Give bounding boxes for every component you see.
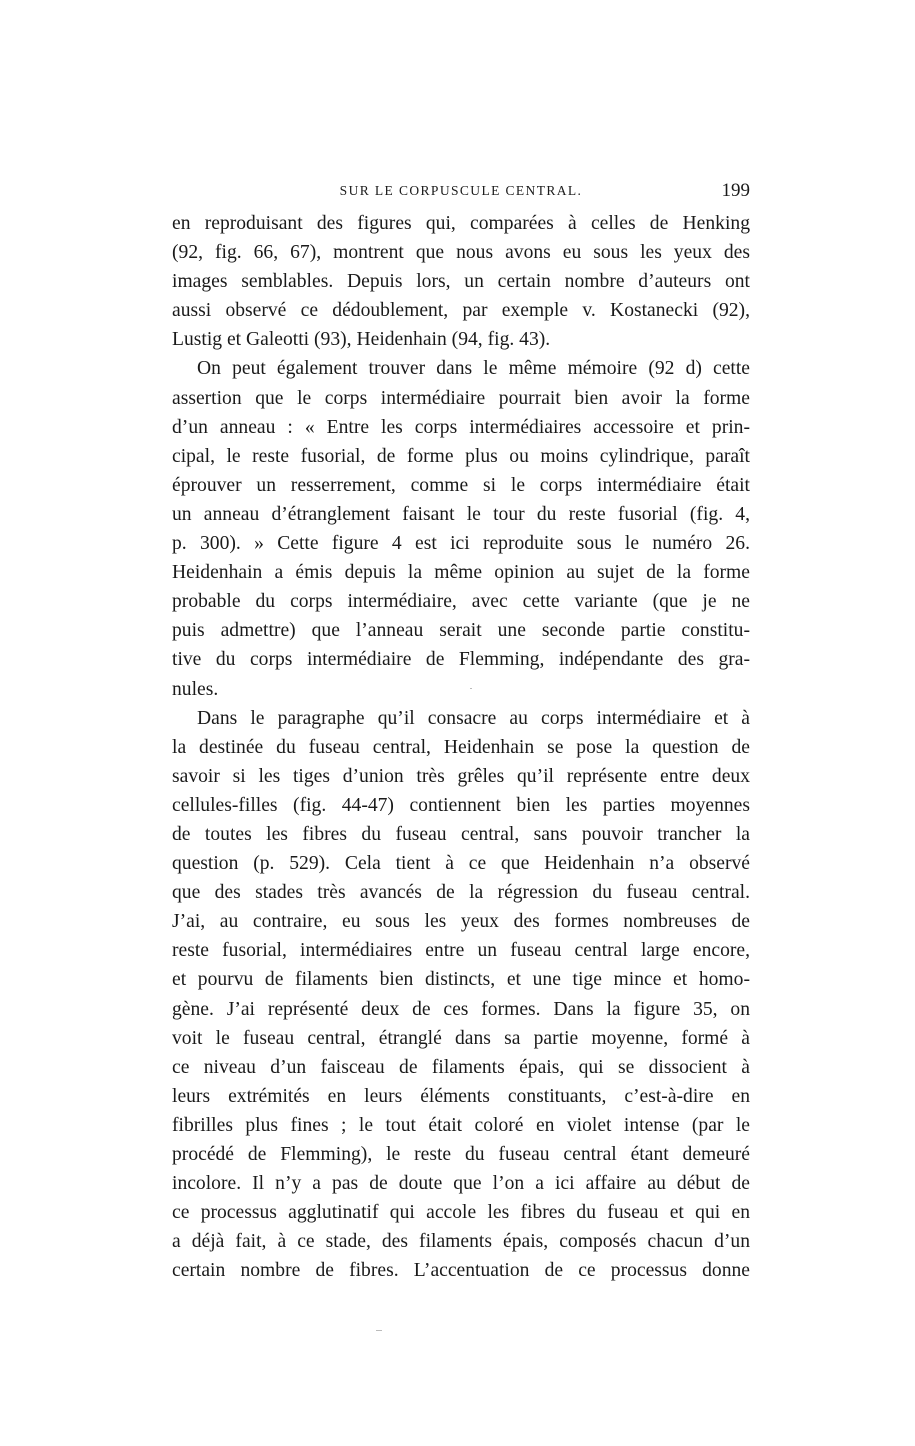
text-line: d’un anneau : « Entre les corps intermédiaires accessoire et prin- (172, 416, 750, 438)
page-number: 199 (721, 180, 750, 201)
text-line: un anneau d’étranglement faisant le tour du reste fusorial (fig. 4, (172, 503, 750, 525)
paper-speck (376, 1330, 382, 1331)
text-line: la destinée du fuseau central, Heidenhain se pose la question de (172, 736, 750, 758)
text-line: p. 300). » Cette figure 4 est ici reproduite sous le numéro 26. (172, 533, 750, 555)
text-line: puis admettre) que l’anneau serait une seconde partie constitu- (172, 620, 750, 642)
text-line: leurs extrémités en leurs éléments constituants, c’est-à-dire en (172, 1085, 750, 1107)
text-line: ce niveau d’un faisceau de filaments épais, qui se dissocient à (172, 1056, 750, 1078)
text-line: assertion que le corps intermédiaire pourrait bien avoir la forme (172, 387, 750, 409)
text-line: savoir si les tiges d’union très grêles qu’il représente entre deux (172, 765, 750, 787)
text-line: certain nombre de fibres. L’accentuation de ce processus donne (172, 1260, 750, 1282)
paragraph-3 (172, 704, 750, 1286)
text-line: (92, fig. 66, 67), montrent que nous avons eu sous les yeux des (172, 242, 750, 264)
text-line: cipal, le reste fusorial, de forme plus ou moins cylindrique, paraît (172, 445, 750, 467)
text-line: éprouver un resserrement, comme si le corps intermédiaire était (172, 474, 750, 496)
text-line: On peut également trouver dans le même mémoire (92 d) cette (197, 358, 750, 380)
paragraph-1 (172, 209, 750, 354)
text-line: nules. (172, 678, 219, 700)
text-line: a déjà fait, à ce stade, des filaments épais, composés chacun d’un (172, 1231, 750, 1253)
text-line: tive du corps intermédiaire de Flemming, indépendante des gra- (172, 649, 750, 671)
running-title: SUR LE CORPUSCULE CENTRAL. (339, 183, 583, 198)
text-line: Lustig et Galeotti (93), Heidenhain (94, fig. 43). (172, 329, 551, 351)
paragraph-2 (172, 354, 750, 703)
text-line: reste fusorial, intermédiaires entre un fuseau central large encore, (172, 940, 750, 962)
text-line: que des stades très avancés de la régression du fuseau central. (172, 882, 750, 904)
text-line: aussi observé ce dédoublement, par exemple v. Kostanecki (92), (172, 300, 750, 322)
body-text (172, 209, 750, 1285)
text-line: Heidenhain a émis depuis la même opinion au sujet de la forme (172, 562, 750, 584)
text-line: probable du corps intermédiaire, avec cette variante (que je ne (172, 591, 750, 613)
running-head (172, 180, 750, 204)
paper-speck (470, 688, 472, 689)
text-line: gène. J’ai représenté deux de ces formes. Dans la figure 35, on (172, 998, 750, 1020)
text-line: procédé de Flemming), le reste du fuseau central étant demeuré (172, 1144, 750, 1165)
text-line: incolore. Il n’y a pas de doute que l’on a ici affaire au début de (172, 1173, 750, 1195)
text-line: en reproduisant des figures qui, comparées à celles de Henking (172, 213, 750, 234)
text-line: fibrilles plus fines ; le tout était coloré en violet intense (par le (172, 1114, 750, 1136)
text-line: question (p. 529). Cela tient à ce que Heidenhain n’a observé (172, 853, 750, 875)
text-line: J’ai, au contraire, eu sous les yeux des formes nombreuses de (172, 911, 750, 933)
text-line: cellules-filles (fig. 44-47) contiennent bien les parties moyennes (172, 794, 750, 816)
text-line: Dans le paragraphe qu’il consacre au corps intermédiaire et à (197, 707, 750, 729)
text-line: voit le fuseau central, étranglé dans sa partie moyenne, formé à (172, 1027, 750, 1049)
text-line: ce processus agglutinatif qui accole les fibres du fuseau et qui en (172, 1202, 750, 1224)
text-line: et pourvu de filaments bien distincts, et une tige mince et homo- (172, 969, 750, 991)
text-line: de toutes les fibres du fuseau central, sans pouvoir trancher la (172, 823, 750, 845)
text-line: images semblables. Depuis lors, un certain nombre d’auteurs ont (172, 271, 750, 293)
